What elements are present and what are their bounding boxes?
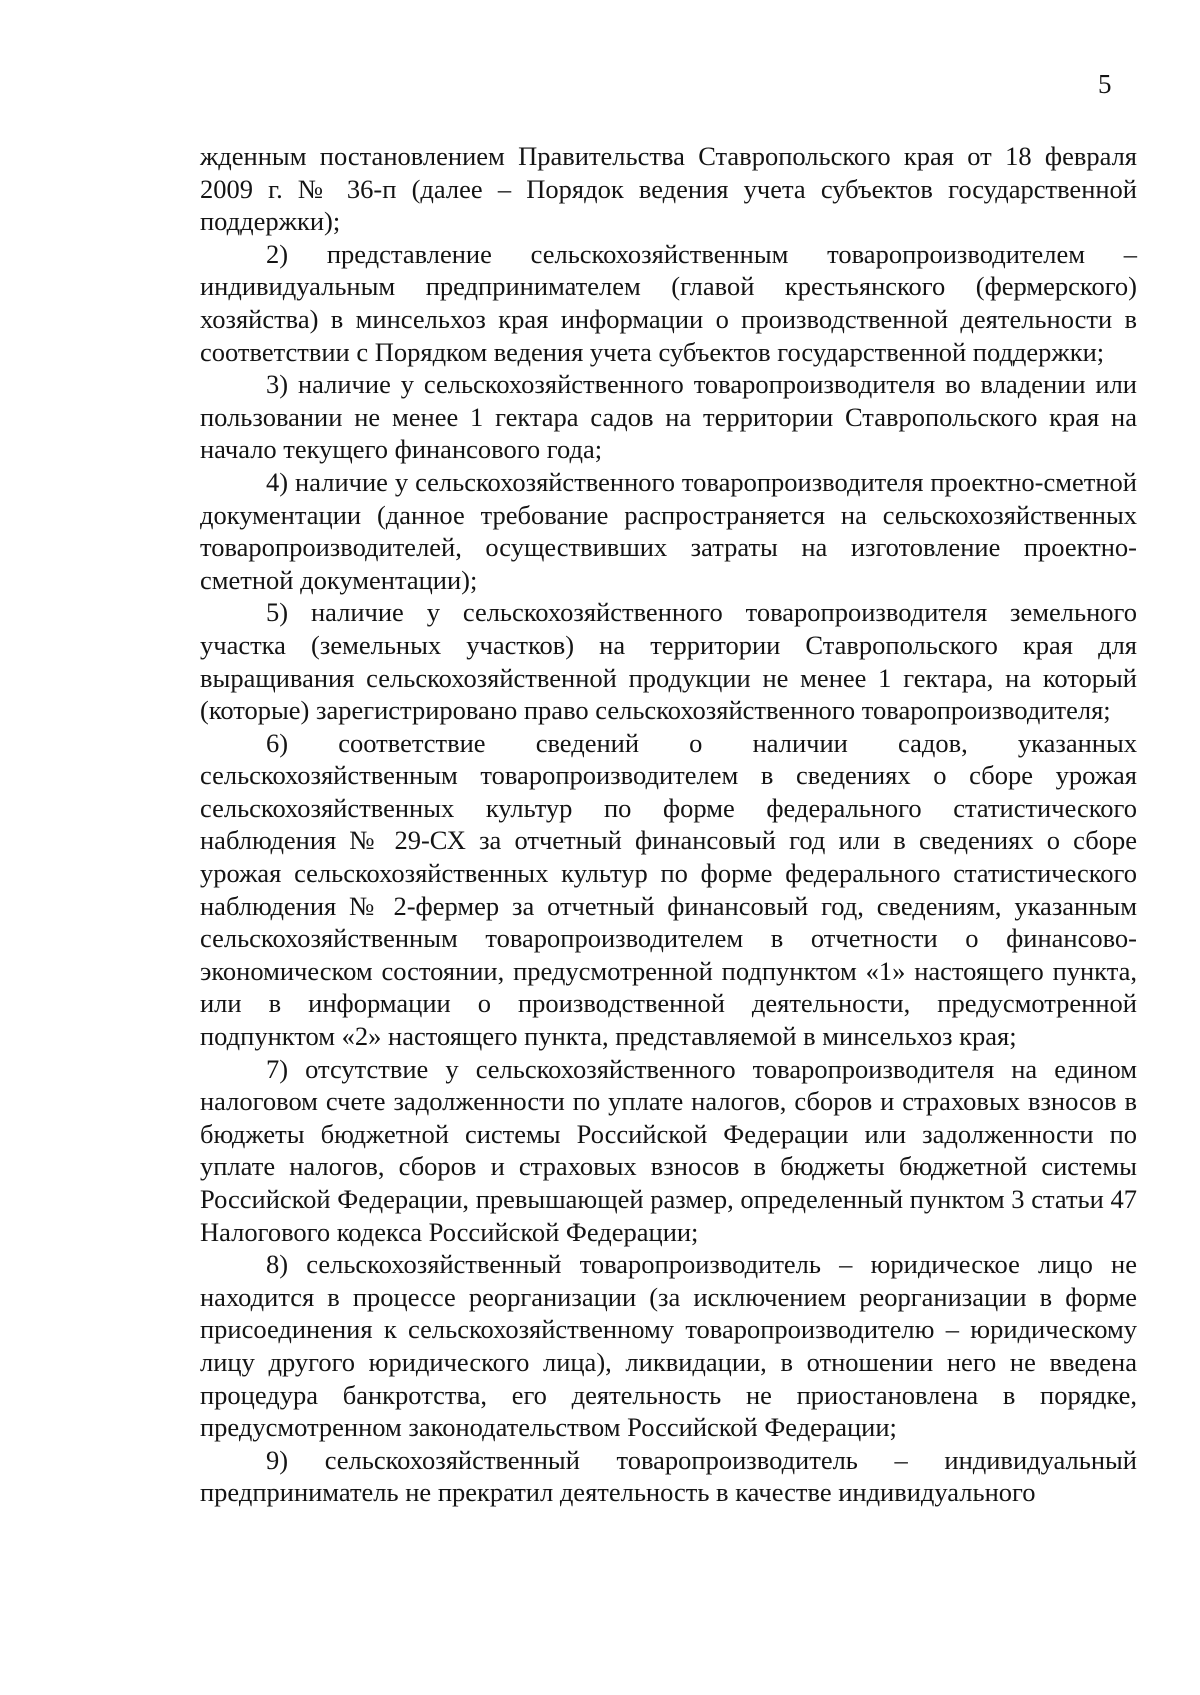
document-body [200, 140, 1137, 1509]
paragraph-item-6: 6) соответствие сведений о наличии садов, указанных сельскохозяйственным товаропроизводителем в сведениях о сборе урожая сельскохозяйственных культур по форме федерального статистического наблюдения № 29-СХ за отчетный финансовый год или в сведениях о сборе урожая сельскохозяйственных культур по форме федерального статистического наблюдения № 2-фермер за отчетный финансовый год, сведениям, указанным сельскохозяйственным товаропроизводителем в отчетности о финансово-экономическом состоянии, предусмотренной подпунктом «1» настоящего пункта, или в информации о производственной деятельности, предусмотренной подпунктом «2» настоящего пункта, представляемой в минсельхоз края; [200, 727, 1137, 1052]
paragraph-item-9: 9) сельскохозяйственный товаропроизводитель – индивидуальный предприниматель не прекратил деятельность в качестве индивидуального [200, 1444, 1137, 1508]
paragraph-continuation: жденным постановлением Правительства Ставропольского края от 18 февраля 2009 г. № 36-п (далее – Порядок ведения учета субъектов государственной поддержки); [200, 141, 1137, 237]
paragraph-item-5: 5) наличие у сельскохозяйственного товаропроизводителя земельного участка (земельных участков) на территории Ставропольского края для выращивания сельскохозяйственной продукции не менее 1 гектара, на который (которые) зарегистрировано право сельскохозяйственного товаропроизводителя; [200, 597, 1137, 726]
paragraph-item-7: 7) отсутствие у сельскохозяйственного товаропроизводителя на едином налоговом счете задолженности по уплате налогов, сборов и страховых взносов в бюджеты бюджетной системы Российской Федерации или задолженности по уплате налогов, сборов и страховых взносов в бюджеты бюджетной системы Российской Федерации, превышающей размер, определенный пунктом 3 статьи 47 Налогового кодекса Российской Федерации; [200, 1053, 1137, 1247]
paragraph-item-8: 8) сельскохозяйственный товаропроизводитель – юридическое лицо не находится в процессе реорганизации (за исключением реорганизации в форме присоединения к сельскохозяйственному товаропроизводителю – юридическому лицу другого юридического лица), ликвидации, в отношении него не введена процедура банкротства, его деятельность не приостановлена в порядке, предусмотренном законодательством Российской Федерации; [200, 1249, 1137, 1443]
paragraph-item-4: 4) наличие у сельскохозяйственного товаропроизводителя проектно-сметной документации (данное требование распространяется на сельскохозяйственных товаропроизводителей, осуществивших затраты на изготовление проектно-сметной документации); [200, 466, 1137, 595]
paragraph-item-2: 2) представление сельскохозяйственным товаропроизводителем – индивидуальным предпринимателем (главой крестьянского (фермерского) хозяйства) в минсельхоз края информации о производственной деятельности в соответствии с Порядком ведения учета субъектов государственной поддержки; [200, 238, 1137, 367]
paragraph-item-3: 3) наличие у сельскохозяйственного товаропроизводителя во владении или пользовании не менее 1 гектара садов на территории Ставропольского края на начало текущего финансового года; [200, 369, 1137, 465]
page-number: 5 [1098, 69, 1112, 99]
